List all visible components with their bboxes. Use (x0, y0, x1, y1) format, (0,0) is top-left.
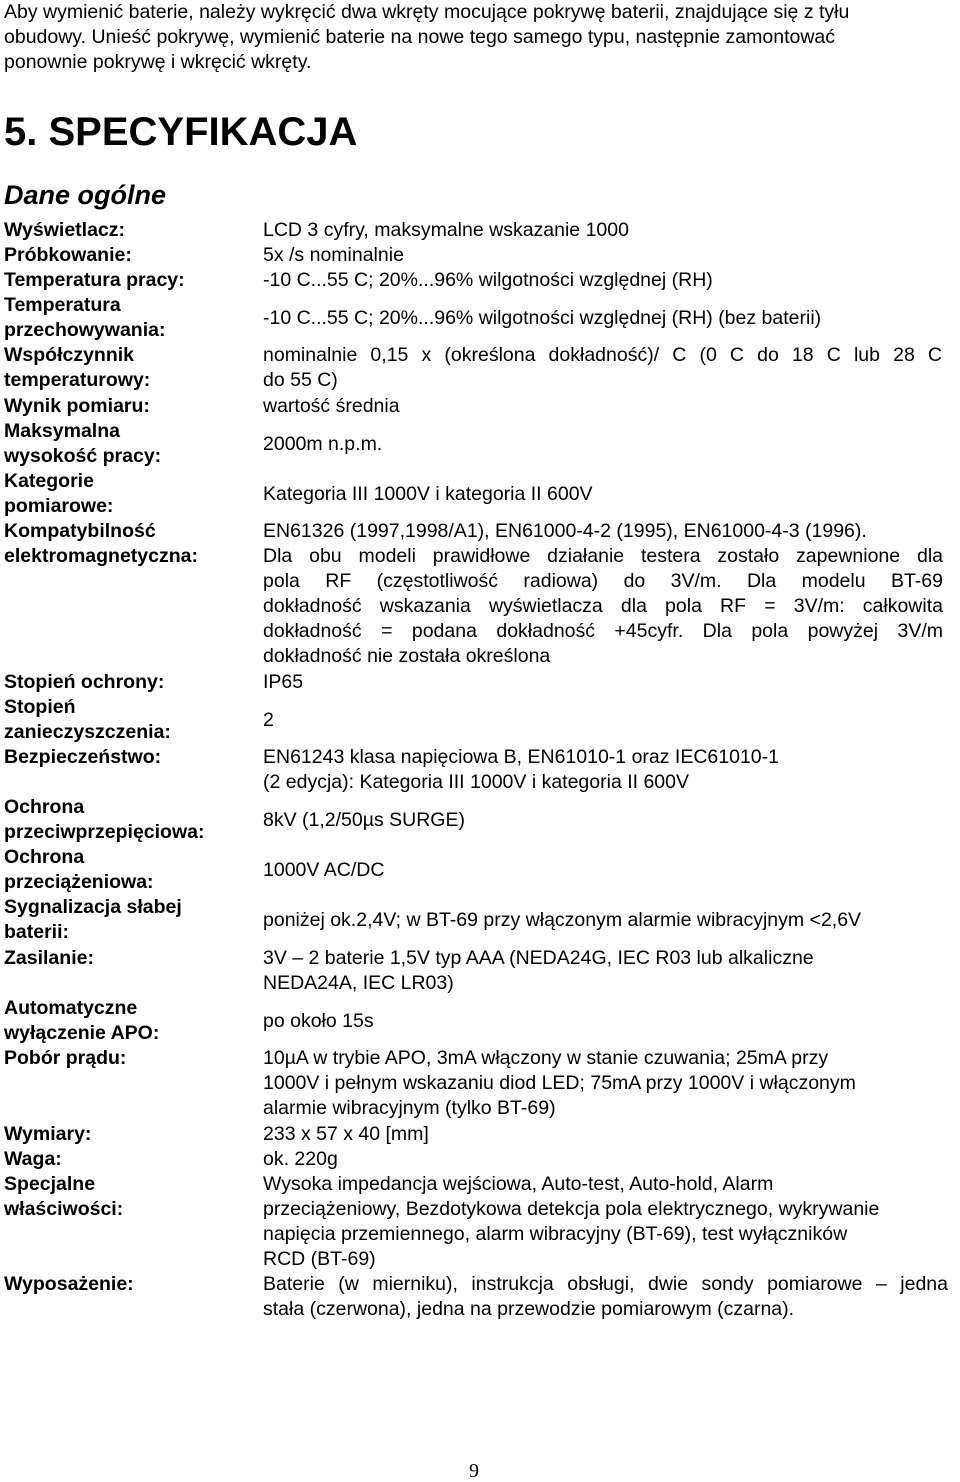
spec-label-line: Specjalne (4, 1173, 96, 1195)
spec-value-line: poniżej ok.2,4V; w BT-69 przy włączonym alarmie wibracyjnym <2,6V (263, 909, 862, 931)
spec-label-line: baterii: (4, 921, 70, 943)
spec-value-line: -10 C...55 C; 20%...96% wilgotności względnej (RH) (263, 269, 713, 291)
spec-label (4, 670, 164, 695)
spec-value (263, 808, 465, 833)
spec-value (263, 268, 713, 293)
spec-label (4, 946, 94, 971)
spec-label (4, 218, 125, 243)
spec-label (4, 1046, 126, 1071)
intro-line: obudowy. Unieść pokrywę, wymienić baterie na nowe tego samego typu, następnie zamontować (4, 26, 836, 48)
spec-label-line: Wynik pomiaru: (4, 395, 150, 417)
spec-value-line: 2000m n.p.m. (263, 433, 383, 455)
spec-label-line: Sygnalizacja słabej (4, 896, 182, 918)
spec-value-line: do 55 C) (263, 369, 338, 391)
spec-value-line: LCD 3 cyfry, maksymalne wskazanie 1000 (263, 219, 629, 241)
spec-value (263, 708, 274, 733)
spec-label-line: Ochrona (4, 796, 85, 818)
spec-label-line: Kategorie (4, 470, 94, 492)
spec-value-line: (2 edycja): Kategoria III 1000V i kategoria II 600V (263, 771, 690, 793)
spec-value (263, 306, 821, 331)
spec-value-line: dokładność wskazania wyświetlacza dla pola RF = 3V/m: całkowita (263, 595, 943, 617)
spec-label (4, 419, 161, 469)
spec-label-line: Temperatura pracy: (4, 269, 185, 291)
spec-value-line: EN61243 klasa napięciowa B, EN61010-1 oraz IEC61010-1 (263, 746, 779, 768)
spec-label (4, 845, 154, 895)
spec-label (4, 343, 150, 393)
spec-value-line: -10 C...55 C; 20%...96% wilgotności względnej (RH) (bez baterii) (263, 307, 822, 329)
spec-value-line: RCD (BT-69) (263, 1248, 376, 1270)
spec-label (4, 795, 204, 845)
spec-label-line: Pobór prądu: (4, 1047, 127, 1069)
spec-value-line: 10µA w trybie APO, 3mA włączony w stanie czuwania; 25mA przy (263, 1047, 829, 1069)
spec-label-line: zanieczyszczenia: (4, 721, 171, 743)
spec-value (263, 482, 593, 507)
spec-label-line: Maksymalna (4, 420, 120, 442)
spec-value-line: nominalnie 0,15 x (określona dokładność)/ C (0 C do 18 C lub 28 C (263, 344, 942, 366)
spec-value-line: wartość średnia (263, 395, 400, 417)
spec-label-line: Temperatura (4, 294, 121, 316)
spec-value-line: dokładność nie została określona (263, 645, 551, 667)
spec-label-line: pomiarowe: (4, 495, 114, 517)
spec-value-line: po około 15s (263, 1010, 374, 1032)
spec-label (4, 469, 113, 519)
spec-label-line: Wyświetlacz: (4, 219, 126, 241)
spec-label (4, 695, 171, 745)
spec-label (4, 1272, 134, 1297)
spec-label (4, 1122, 91, 1147)
spec-value (263, 1122, 429, 1147)
spec-value (263, 432, 382, 457)
spec-value-line: alarmie wibracyjnym (tylko BT-69) (263, 1097, 556, 1119)
spec-value (263, 394, 400, 419)
spec-value (263, 1046, 856, 1121)
spec-value (263, 243, 404, 268)
spec-value-line: 3V – 2 baterie 1,5V typ AAA (NEDA24G, IEC R03 lub alkaliczne (263, 947, 814, 969)
spec-value-line: 8kV (1,2/50µs SURGE) (263, 809, 465, 831)
spec-label (4, 996, 159, 1046)
spec-value-line: 2 (263, 709, 274, 731)
spec-label-line: Automatyczne (4, 997, 138, 1019)
intro-line: ponownie pokrywę i wkręcić wkręty. (4, 51, 312, 73)
spec-label (4, 895, 182, 945)
spec-label-line: przeciążeniowa: (4, 871, 154, 893)
page-number: 9 (469, 1460, 479, 1482)
spec-value (263, 218, 629, 243)
spec-value-line: Kategoria III 1000V i kategoria II 600V (263, 483, 593, 505)
intro-line: Aby wymienić baterie, należy wykręcić dwa wkręty mocujące pokrywę baterii, znajdujące się z tyłu (4, 1, 850, 23)
spec-value-line: 5x /s nominalnie (263, 244, 404, 266)
section-heading: 5. SPECYFIKACJA (4, 110, 358, 154)
spec-label-line: elektromagnetyczna: (4, 545, 198, 567)
spec-value (263, 1009, 374, 1034)
spec-value (263, 946, 814, 996)
spec-value-line: 233 x 57 x 40 [mm] (263, 1123, 429, 1145)
spec-value-line: Dla obu modeli prawidłowe działanie testera zostało zapewnione dla (263, 545, 943, 567)
spec-value-line: dokładność = podana dokładność +45cyfr. Dla pola powyżej 3V/m (263, 620, 943, 642)
spec-value-line: Baterie (w mierniku), instrukcja obsługi, dwie sondy pomiarowe – jedna (263, 1273, 948, 1295)
spec-value (263, 519, 943, 669)
spec-label-line: Wyposażenie: (4, 1273, 134, 1295)
spec-value-line: Wysoka impedancja wejściowa, Auto-test, Auto-hold, Alarm (263, 1173, 774, 1195)
spec-label-line: temperaturowy: (4, 369, 151, 391)
spec-value (263, 745, 779, 795)
spec-label (4, 1172, 123, 1222)
spec-label (4, 268, 185, 293)
spec-value (263, 1147, 338, 1172)
spec-label-line: wyłączenie APO: (4, 1022, 160, 1044)
spec-value (263, 908, 861, 933)
spec-label-line: Ochrona (4, 846, 85, 868)
spec-value (263, 670, 303, 695)
spec-value (263, 1172, 879, 1272)
spec-label (4, 293, 165, 343)
spec-value-line: przeciążeniowy, Bezdotykowa detekcja pola elektrycznego, wykrywanie (263, 1198, 880, 1220)
spec-value-line: 1000V i pełnym wskazaniu diod LED; 75mA przy 1000V i włączonym (263, 1072, 856, 1094)
spec-label-line: wysokość pracy: (4, 445, 162, 467)
spec-value-line: IP65 (263, 671, 304, 693)
spec-label-line: przechowywania: (4, 319, 166, 341)
spec-label-line: Próbkowanie: (4, 244, 132, 266)
spec-value-line: pola RF (częstotliwość radiowa) do 3V/m. Dla modelu BT-69 (263, 570, 943, 592)
section-subheading: Dane ogólne (4, 180, 167, 210)
spec-label-line: Bezpieczeństwo: (4, 746, 162, 768)
spec-label-line: Waga: (4, 1148, 62, 1170)
spec-label (4, 519, 198, 569)
spec-value-line: 1000V AC/DC (263, 859, 385, 881)
spec-label (4, 745, 161, 770)
spec-value (263, 343, 942, 393)
spec-label-line: przeciwprzepięciowa: (4, 821, 205, 843)
spec-value-line: napięcia przemiennego, alarm wibracyjny (BT-69), test wyłączników (263, 1223, 848, 1245)
spec-label-line: Stopień (4, 696, 76, 718)
spec-value-line: EN61326 (1997,1998/A1), EN61000-4-2 (1995), EN61000-4-3 (1996). (263, 520, 867, 542)
spec-value (263, 858, 384, 883)
spec-label-line: Zasilanie: (4, 947, 94, 969)
spec-label-line: Kompatybilność (4, 520, 156, 542)
spec-value (263, 1272, 948, 1322)
spec-label-line: Wymiary: (4, 1123, 92, 1145)
spec-value-line: stała (czerwona), jedna na przewodzie pomiarowym (czarna). (263, 1298, 795, 1320)
spec-label-line: Współczynnik (4, 344, 135, 366)
spec-label (4, 394, 150, 419)
spec-label-line: Stopień ochrony: (4, 671, 165, 693)
spec-value-line: ok. 220g (263, 1148, 338, 1170)
spec-label-line: właściwości: (4, 1198, 124, 1220)
intro-paragraph (4, 0, 956, 75)
spec-label (4, 1147, 62, 1172)
spec-label (4, 243, 132, 268)
spec-value-line: NEDA24A, IEC LR03) (263, 972, 454, 994)
